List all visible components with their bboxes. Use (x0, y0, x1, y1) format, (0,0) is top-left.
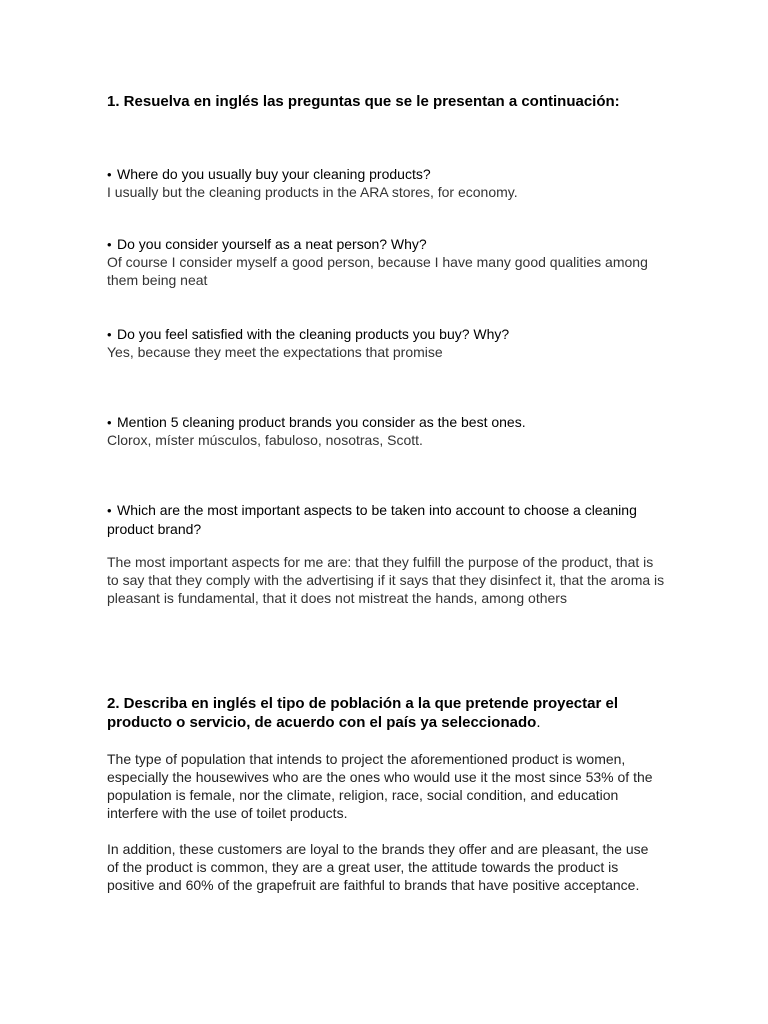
bullet-icon: • (107, 167, 112, 182)
question-3-text: Do you feel satisfied with the cleaning products you buy? Why? (117, 326, 510, 342)
question-5 (107, 501, 667, 538)
bullet-icon: • (107, 415, 112, 430)
question-4-text: Mention 5 cleaning product brands you consider as the best ones. (117, 414, 526, 430)
bullet-icon: • (107, 327, 112, 342)
answer-5: The most important aspects for me are: that they fulfill the purpose of the product, that is to say that they comply with the advertising if it says that they disinfect it, that the aroma is pleasant is fundamental, that it does not mistreat the hands, among others (107, 554, 665, 606)
question-1-text: Where do you usually buy your cleaning products? (117, 166, 431, 182)
question-2-text: Do you consider yourself as a neat person? Why? (117, 236, 427, 252)
section2-paragraph-1: The type of population that intends to project the aforementioned product is women, especially the housewives who are the ones who would use it the most since 53% of the population is female, nor the climate, religion, race, social condition, and education interfere with the use of toilet products. (107, 751, 653, 821)
section1-heading: 1. Resuelva en inglés las preguntas que se le presentan a continuación: (107, 93, 620, 110)
bullet-icon: • (107, 237, 112, 252)
section2-paragraph-2: In addition, these customers are loyal to the brands they offer and are pleasant, the use of the product is common, they are a great user, the attitude towards the product is positive and 60% of the grapefruit are faithful to brands that have positive acceptance. (107, 841, 649, 893)
answer-1: I usually but the cleaning products in the ARA stores, for economy. (107, 184, 518, 200)
section2-heading-text: 2. Describa en inglés el tipo de población a la que pretende proyectar el producto o servicio, de acuerdo con el país ya seleccionado (107, 695, 618, 731)
question-2 (107, 235, 667, 254)
question-5-text: Which are the most important aspects to be taken into account to choose a cleaning product brand? (107, 502, 637, 537)
section2-heading-period: . (536, 714, 541, 731)
section2-heading (107, 694, 667, 732)
question-4 (107, 413, 667, 432)
answer-3: Yes, because they meet the expectations that promise (107, 344, 443, 360)
answer-4: Clorox, míster músculos, fabuloso, nosotras, Scott. (107, 432, 423, 448)
answer-2: Of course I consider myself a good person, because I have many good qualities among them being neat (107, 254, 648, 288)
question-1 (107, 165, 667, 184)
question-3 (107, 325, 667, 344)
bullet-icon: • (107, 503, 112, 518)
